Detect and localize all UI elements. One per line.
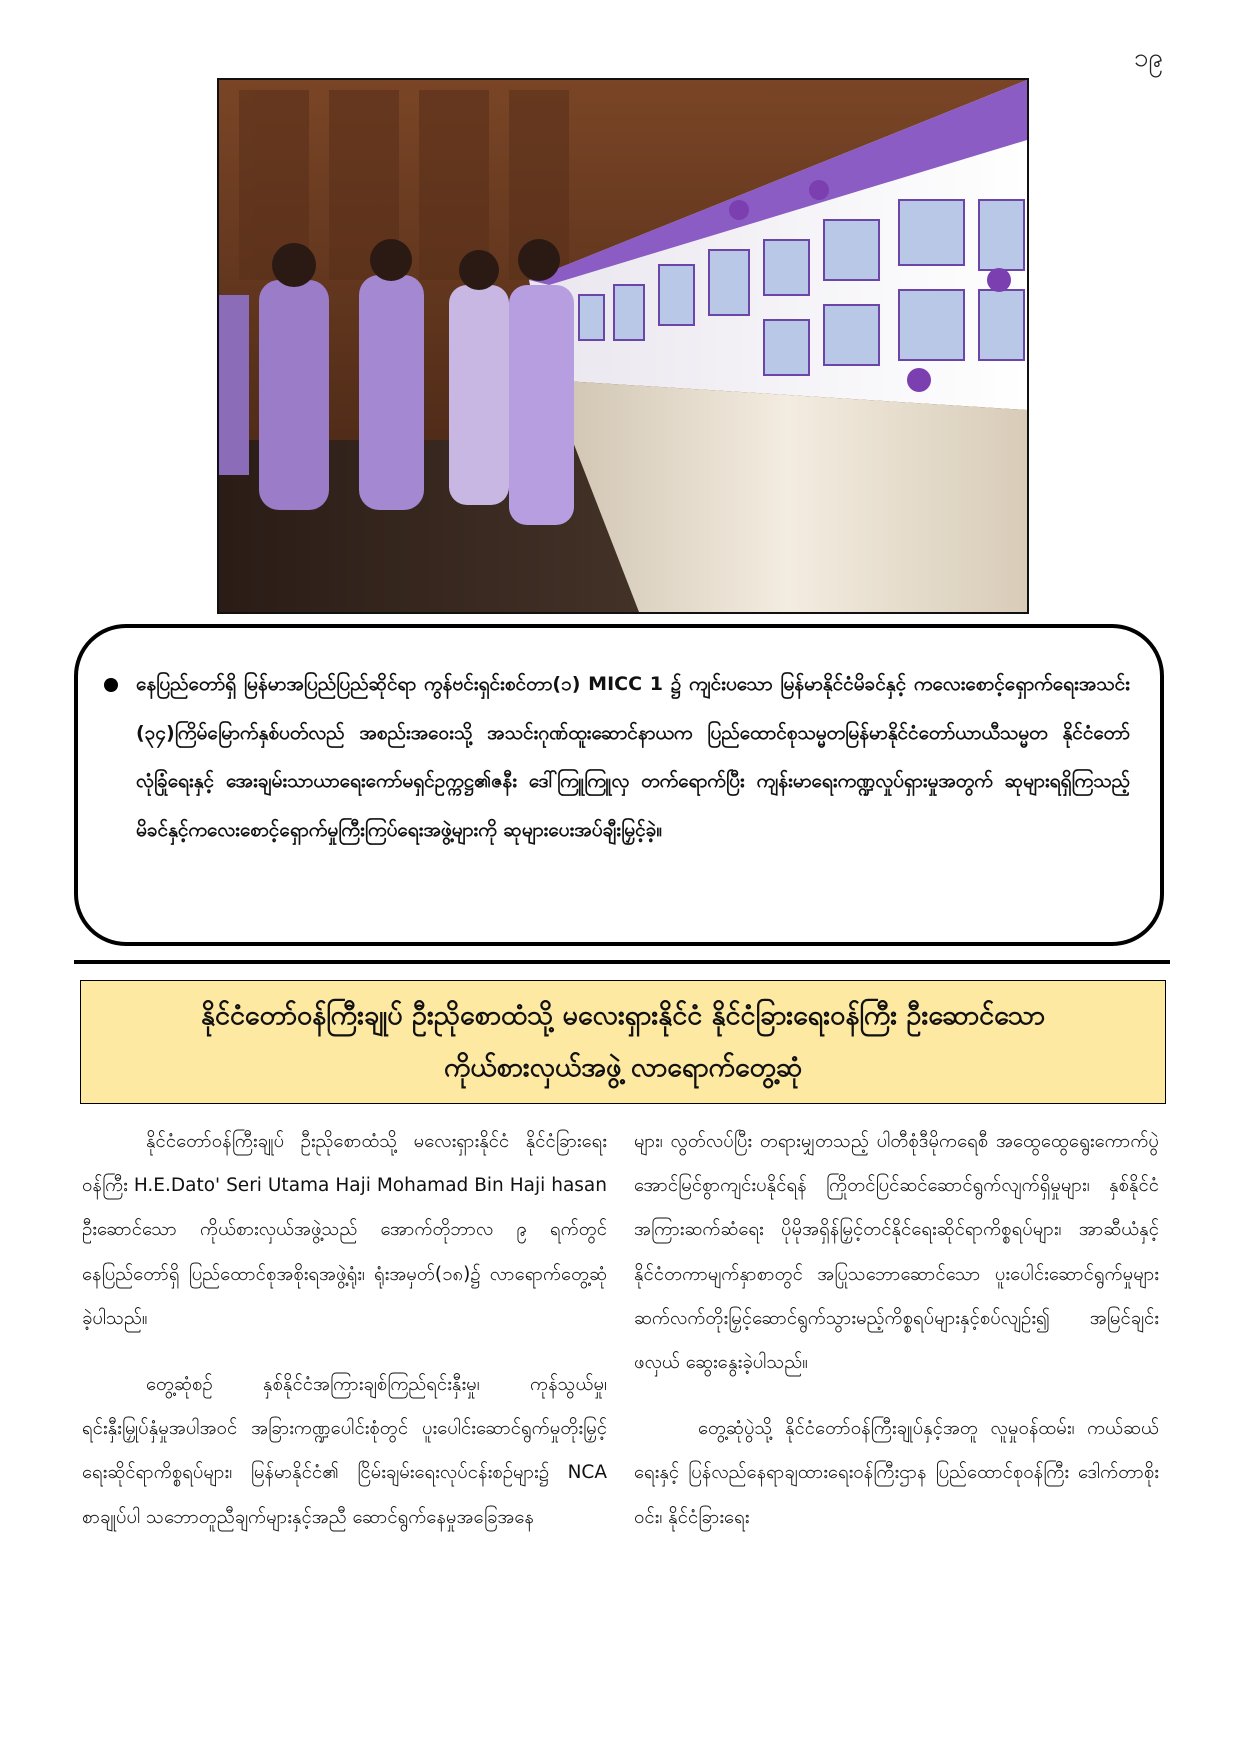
event-photo xyxy=(217,78,1029,614)
photo-illustration xyxy=(219,80,1027,612)
page-number: ၁၉ xyxy=(1133,43,1163,73)
headline-line-1: နိုင်ငံတော်ဝန်ကြီးချုပ် ဦးညိုစောထံသို့ မလေးရှားနိုင်ငံ နိုင်ငံခြားရေးဝန်ကြီး ဦးဆောင်သော xyxy=(201,1000,1045,1031)
paragraph: တွေ့ဆုံပွဲသို့ နိုင်ငံတော်ဝန်ကြီးချုပ်နှင့်အတူ လူမှုဝန်ထမ်း၊ ကယ်ဆယ်ရေးနှင့် ပြန်လည်နေရာချထားရေးဝန်ကြီးဌာန ပြည်ထောင်စုဝန်ကြီး ဒေါက်တာစိုးဝင်း၊ နိုင်ငံခြားရေး xyxy=(634,1418,1159,1528)
article-headline xyxy=(80,980,1166,1104)
bullet-icon xyxy=(104,678,118,692)
photo-caption: နေပြည်တော်ရှိ မြန်မာအပြည်ပြည်ဆိုင်ရာ ကွန်ဗင်းရှင်းစင်တာ(၁) MICC 1 ၌ ကျင်းပသော မြန်မာနိုင်ငံမိခင်နှင့် ကလေးစောင့်ရှောက်ရေးအသင်း (၃၄)ကြိမ်မြောက်နှစ်ပတ်လည် အစည်းအဝေးသို့ အသင်းဂုဏ်ထူးဆောင်နာယက ပြည်ထောင်စုသမ္မတမြန်မာနိုင်ငံတော်ယာယီသမ္မတ နိုင်ငံတော်လုံခြုံရေးနှင့် အေးချမ်းသာယာရေးကော်မရှင်ဥက္ကဋ္ဌ၏ဇနီး ဒေါ်ကြူကြူလှ တက်ရောက်ပြီး ကျန်းမာရေးကဏ္ဍလှုပ်ရှားမှုအတွက် ဆုများရရှိကြသည့် မိခင်နှင့်ကလေးစောင့်ရှောက်မှုကြီးကြပ်ရေးအဖွဲ့များကို ဆုများပေးအပ်ချီးမြှင့်ခဲ့။ xyxy=(136,673,1130,841)
paragraph: တွေ့ဆုံစဉ် နှစ်နိုင်ငံအကြားချစ်ကြည်ရင်းနှီးမှု၊ ကုန်သွယ်မှု၊ ရင်းနှီးမြှုပ်နှံမှုအပါအဝင် အခြားကဏ္ဍပေါင်းစုံတွင် ပူးပေါင်းဆောင်ရွက်မှုတိုးမြှင့်ရေးဆိုင်ရာကိစ္စရပ်များ၊ မြန်မာနိုင်ငံ၏ ငြိမ်းချမ်းရေးလုပ်ငန်းစဉ်များ၌ NCA စာချုပ်ပါ သဘောတူညီချက်များနှင့်အညီ ဆောင်ရွက်နေမှုအခြေအနေ xyxy=(82,1374,607,1528)
paragraph: များ၊ လွတ်လပ်ပြီး တရားမျှတသည့် ပါတီစုံဒီမိုကရေစီ အထွေထွေရွေးကောက်ပွဲ အောင်မြင်စွာကျင်းပနိုင်ရန် ကြိုတင်ပြင်ဆင်ဆောင်ရွက်လျက်ရှိမှုများ၊ နှစ်နိုင်ငံအကြားဆက်ဆံရေး ပိုမိုအရှိန်မြှင့်တင်နိုင်ရေးဆိုင်ရာကိစ္စရပ်များ၊ အာဆီယံနှင့်နိုင်ငံတကာမျက်နှာစာတွင် အပြုသဘောဆောင်သော ပူးပေါင်းဆောင်ရွက်မှုများ ဆက်လက်တိုးမြှင့်ဆောင်ရွက်သွားမည့်ကိစ္စရပ်များနှင့်စပ်လျဉ်း၍ အမြင်ချင်းဖလှယ် ဆွေးနွေးခဲ့ပါသည်။ xyxy=(634,1131,1159,1374)
paragraph: နိုင်ငံတော်ဝန်ကြီးချုပ် ဦးညိုစောထံသို့ မလေးရှားနိုင်ငံ နိုင်ငံခြားရေးဝန်ကြီး H.E.Dato' Seri Utama Haji Mohamad Bin Haji hasan ဦးဆောင်သော ကိုယ်စားလှယ်အဖွဲ့သည် အောက်တိုဘာလ ၉ ရက်တွင် နေပြည်တော်ရှိ ပြည်ထောင်စုအစိုးရအဖွဲ့ရုံး၊ ရုံးအမှတ်(၁၈)၌ လာရောက်တွေ့ဆုံခဲ့ပါသည်။ xyxy=(82,1131,607,1329)
section-divider xyxy=(74,960,1170,964)
headline-line-2: ကိုယ်စားလှယ်အဖွဲ့ လာရောက်တွေ့ဆုံ xyxy=(443,1052,803,1083)
photo-caption-box xyxy=(74,624,1164,946)
article-column-right xyxy=(634,1120,1159,1562)
article-column-left xyxy=(82,1120,607,1562)
